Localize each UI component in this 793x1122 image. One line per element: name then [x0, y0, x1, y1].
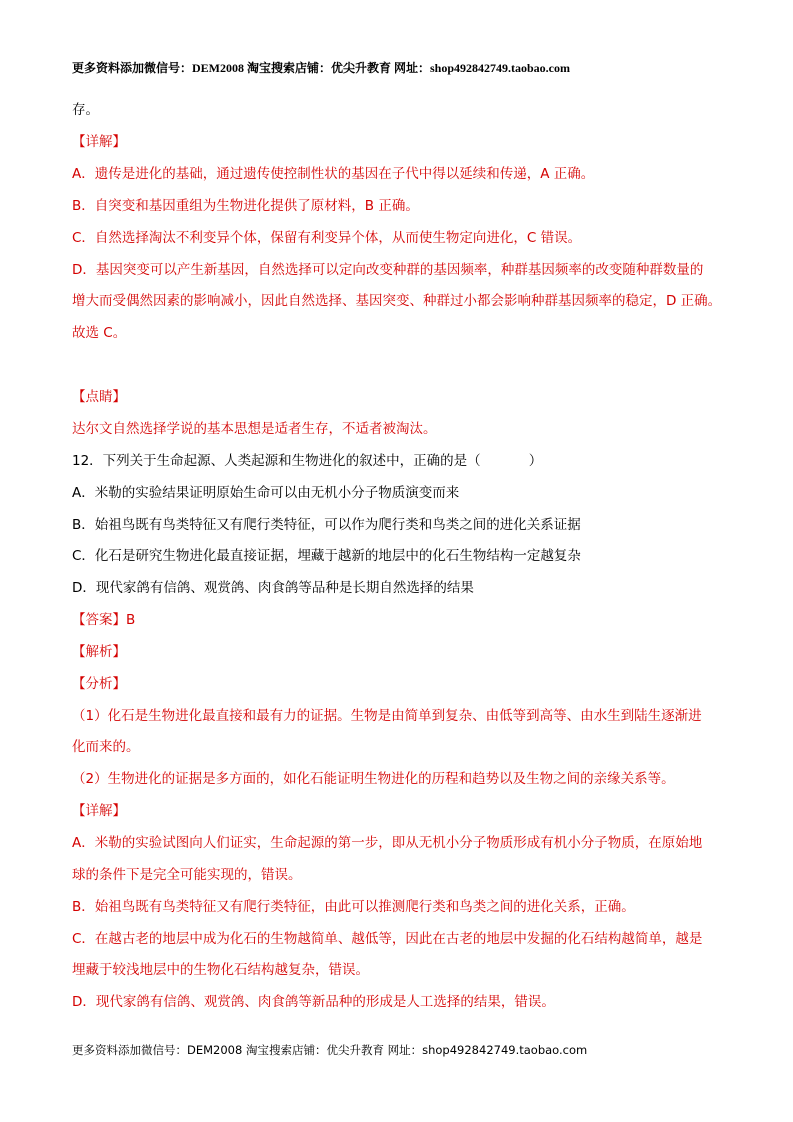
- detail-c-line1: C．在越古老的地层中成为化石的生物越简单、越低等，因此在古老的地层中发掘的化石结构越简单，越是: [72, 931, 703, 947]
- page-header: 更多资料添加微信号：DEM2008 淘宝搜索店铺：优尖升教育 网址：shop492842749.taobao.com: [72, 61, 571, 75]
- analysis-p1-line1: （1）化石是生物进化最直接和最有力的证据。生物是由简单到复杂、由低等到高等、由水生到陆生逐渐进: [72, 708, 702, 724]
- detail-c-line2: 埋藏于较浅地层中的生物化石结构越复杂，错误。: [72, 962, 369, 978]
- prev-detail-b: B．自突变和基因重组为生物进化提供了原材料，B 正确。: [72, 198, 419, 214]
- option-a: A．米勒的实验结果证明原始生命可以由无机小分子物质演变而来: [72, 485, 460, 501]
- answer-line: [72, 611, 135, 629]
- prev-conclusion: 故选 C。: [72, 325, 127, 341]
- prev-tip: 达尔文自然选择学说的基本思想是适者生存，不适者被淘汰。: [72, 421, 437, 437]
- answer-value: B: [126, 612, 136, 628]
- analysis-heading: 【解析】: [72, 644, 126, 660]
- option-d: D．现代家鸽有信鸽、观赏鸽、肉食鸽等品种是长期自然选择的结果: [72, 580, 474, 596]
- prev-detail-heading: 【详解】: [72, 134, 126, 150]
- question-stem-end: ）: [528, 453, 543, 469]
- prev-detail-d-line2: 增大而受偶然因素的影响减小，因此自然选择、基因突变、种群过小都会影响种群基因频率的稳定，D 正确。: [72, 293, 722, 309]
- analysis-p1-line2: 化而来的。: [72, 739, 140, 755]
- prev-detail-c: C．自然选择淘汰不利变异个体，保留有利变异个体，从而使生物定向进化，C 错误。: [72, 230, 582, 246]
- prev-tail: 存。: [72, 102, 99, 118]
- option-b: B．始祖鸟既有鸟类特征又有爬行类特征，可以作为爬行类和鸟类之间的进化关系证据: [72, 517, 581, 533]
- option-c: C．化石是研究生物进化最直接证据，埋藏于越新的地层中的化石生物结构一定越复杂: [72, 548, 581, 564]
- detail-a-line1: A．米勒的实验试图向人们证实，生命起源的第一步，即从无机小分子物质形成有机小分子物质，在原始地: [72, 835, 703, 851]
- detail-d: D．现代家鸽有信鸽、观赏鸽、肉食鸽等新品种的形成是人工选择的结果，错误。: [72, 994, 555, 1010]
- answer-label: 【答案】: [72, 612, 126, 628]
- question-stem-text: 12．下列关于生命起源、人类起源和生物进化的叙述中，正确的是（: [72, 453, 481, 469]
- prev-detail-a: A．遗传是进化的基础，通过遗传使控制性状的基因在子代中得以延续和传递，A 正确。: [72, 166, 595, 182]
- detail-heading: 【详解】: [72, 803, 126, 819]
- page-footer: 更多资料添加微信号：DEM2008 淘宝搜索店铺：优尖升教育 网址：shop492842749.taobao.com: [72, 1043, 588, 1057]
- prev-detail-d-line1: D．基因突变可以产生新基因，自然选择可以定向改变种群的基因频率，种群基因频率的改变随种群数量的: [72, 262, 704, 278]
- detail-b: B．始祖鸟既有鸟类特征又有爬行类特征，由此可以推测爬行类和鸟类之间的进化关系，正确。: [72, 899, 635, 915]
- detail-a-line2: 球的条件下是完全可能实现的，错误。: [72, 867, 302, 883]
- analysis-p2: （2）生物进化的证据是多方面的，如化石能证明生物进化的历程和趋势以及生物之间的亲缘关系等。: [72, 771, 675, 787]
- question-12-stem: [72, 452, 542, 470]
- analyze-heading: 【分析】: [72, 676, 126, 692]
- prev-tip-heading: 【点睛】: [72, 389, 126, 405]
